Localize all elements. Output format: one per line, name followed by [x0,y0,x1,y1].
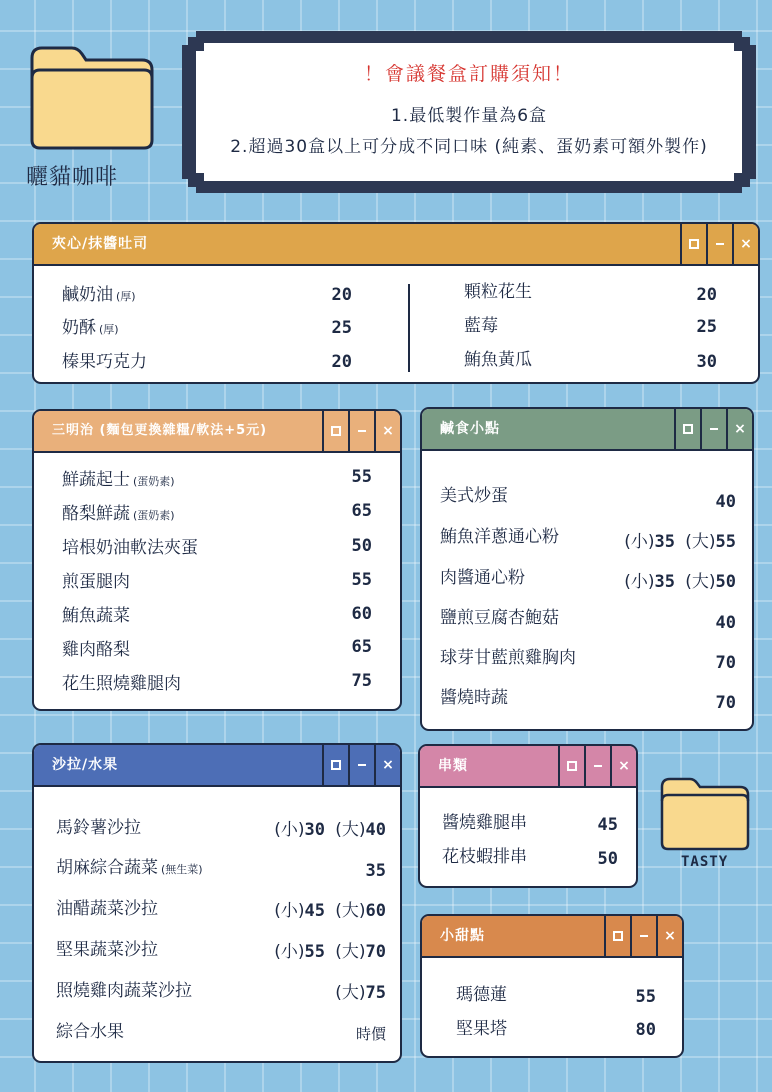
list-item: 美式炒蛋 40 [440,486,736,512]
list-item: 酪梨鮮蔬 (蛋奶素) 65 [62,501,372,524]
window-title: 小甜點 [440,928,485,944]
savory-window [420,407,754,731]
window-title: 鹹食小點 [440,421,500,437]
maximize-icon[interactable] [674,409,700,449]
close-icon[interactable]: × [374,745,400,785]
folder-icon [28,44,156,152]
window-title: 三明治 (麵包更換雜糧/軟法+5元) [52,423,268,438]
list-item: 花枝蝦排串 50 [442,847,618,869]
list-item: 顆粒花生 20 [464,282,717,305]
list-item: 藍莓 25 [464,316,717,337]
list-item: 胡麻綜合蔬菜 (無生菜) 35 [56,858,386,881]
close-icon[interactable]: × [374,411,400,451]
list-item: 花生照燒雞腿肉 75 [62,671,372,694]
maximize-icon[interactable] [680,224,706,264]
close-icon[interactable]: × [732,224,758,264]
close-icon[interactable]: × [656,916,682,956]
window-title: 沙拉/水果 [52,757,119,773]
maximize-icon[interactable] [604,916,630,956]
column-divider [408,284,410,372]
notice-title: ！會議餐盒訂購須知！ [363,63,574,85]
dessert-window [420,914,684,1058]
list-item: 鹹奶油 (厚) 20 [62,285,352,305]
salad-window [32,743,402,1063]
list-item: 煎蛋腿肉 55 [62,570,372,592]
minimize-icon[interactable] [348,745,374,785]
list-item: 雞肉酪梨 65 [62,637,372,660]
list-item: 堅果蔬菜沙拉 (小)55 (大)70 [56,940,386,962]
list-item: 榛果巧克力 20 [62,352,352,372]
minimize-icon[interactable] [348,411,374,451]
tasty-label: TASTY [681,854,729,870]
list-item: 醬燒雞腿串 45 [442,813,618,835]
sandwich-window-header [34,411,400,453]
savory-window-header [422,409,752,451]
list-item: 鮪魚蔬菜 60 [62,604,372,626]
list-item: 奶酥 (厚) 25 [62,318,352,338]
minimize-icon[interactable] [700,409,726,449]
list-item: 瑪德蓮 55 [456,985,656,1007]
window-title: 夾心/抹醬吐司 [52,236,149,252]
list-item: 綜合水果 時價 [56,1022,386,1043]
skewer-window [418,744,638,888]
notice-line-1: 1.最低製作量為6盒 [390,106,548,126]
minimize-icon[interactable] [584,746,610,786]
list-item: 鮪魚黃瓜 30 [464,350,717,372]
list-item: 鮪魚洋蔥通心粉 (小)35 (大)55 [440,527,736,552]
folder-icon [659,776,751,852]
maximize-icon[interactable] [558,746,584,786]
toast-window [32,222,760,384]
brand-folder[interactable] [28,44,156,152]
notice-line-2: 2.超過30盒以上可分成不同口味 (純素、蛋奶素可額外製作) [230,137,708,157]
toast-window-header [34,224,758,266]
list-item: 培根奶油軟法夾蛋 50 [62,536,372,558]
minimize-icon[interactable] [706,224,732,264]
list-item: 照燒雞肉蔬菜沙拉 (大)75 [56,981,386,1003]
list-item: 鮮蔬起士 (蛋奶素) 55 [62,467,372,490]
close-icon[interactable]: × [610,746,636,786]
list-item: 馬鈴薯沙拉 (小)30 (大)40 [56,818,386,840]
list-item: 肉醬通心粉 (小)35 (大)50 [440,568,736,592]
list-item: 鹽煎豆腐杏鮑菇 40 [440,608,736,633]
maximize-icon[interactable] [322,745,348,785]
list-item: 油醋蔬菜沙拉 (小)45 (大)60 [56,899,386,921]
list-item: 球芽甘藍煎雞胸肉 70 [440,648,736,673]
list-item: 醬燒時蔬 70 [440,688,736,713]
list-item: 堅果塔 80 [456,1019,656,1040]
salad-window-header [34,745,400,787]
maximize-icon[interactable] [322,411,348,451]
sandwich-window [32,409,402,711]
brand-name: 曬貓咖啡 [26,165,119,190]
dessert-window-header [422,916,682,958]
skewer-window-header [420,746,636,788]
order-notice [182,31,756,193]
close-icon[interactable]: × [726,409,752,449]
minimize-icon[interactable] [630,916,656,956]
window-title: 串類 [438,758,468,774]
tasty-folder[interactable] [659,776,751,852]
